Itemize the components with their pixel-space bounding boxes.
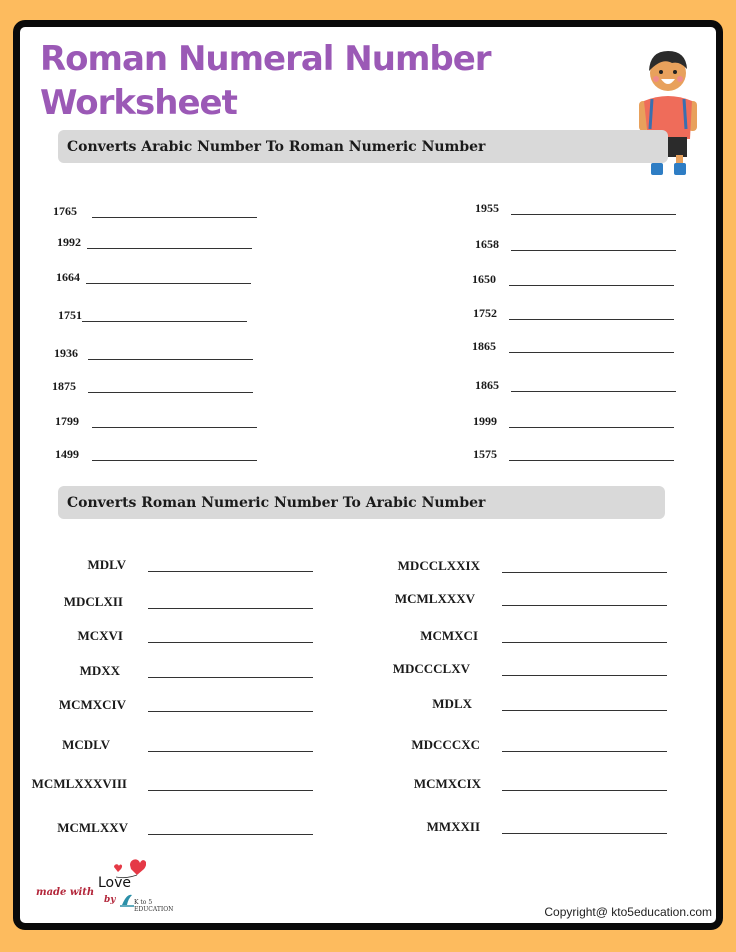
answer-line[interactable] bbox=[502, 790, 667, 791]
answer-line[interactable] bbox=[509, 285, 674, 286]
arabic-number-label: 1799 bbox=[55, 414, 79, 428]
section-heading-arabic-to-roman bbox=[58, 130, 668, 163]
section-heading-text: Converts Arabic Number To Roman Numeric Number bbox=[67, 138, 486, 155]
section-heading-roman-to-arabic bbox=[58, 486, 665, 519]
answer-line[interactable] bbox=[502, 642, 667, 643]
roman-numeral-label: MCDLV bbox=[62, 737, 110, 752]
answer-line[interactable] bbox=[148, 642, 313, 643]
answer-line[interactable] bbox=[92, 460, 257, 461]
answer-line[interactable] bbox=[509, 460, 674, 461]
arabic-number-label: 1875 bbox=[52, 379, 76, 393]
answer-line[interactable] bbox=[88, 392, 253, 393]
roman-numeral-label: MCXVI bbox=[77, 628, 123, 643]
arabic-number-label: 1499 bbox=[55, 447, 79, 461]
arabic-number-label: 1650 bbox=[472, 272, 496, 286]
answer-line[interactable] bbox=[509, 352, 674, 353]
arabic-number-label: 1765 bbox=[53, 204, 77, 218]
kto5-made-with-love-logo bbox=[36, 855, 176, 915]
answer-line[interactable] bbox=[148, 751, 313, 752]
logo-made-with-text: made with bbox=[36, 887, 95, 898]
roman-numeral-label: MDXX bbox=[79, 663, 120, 678]
answer-line[interactable] bbox=[82, 321, 247, 322]
answer-line[interactable] bbox=[502, 751, 667, 752]
logo-love-text: Love bbox=[98, 875, 132, 891]
answer-line[interactable] bbox=[148, 790, 313, 791]
answer-line[interactable] bbox=[502, 833, 667, 834]
arabic-number-label: 1658 bbox=[475, 237, 499, 251]
roman-numeral-label: MDCCCLXV bbox=[392, 661, 470, 676]
answer-line[interactable] bbox=[511, 214, 676, 215]
answer-line[interactable] bbox=[511, 391, 676, 392]
logo-by-text: by bbox=[104, 895, 116, 905]
answer-line[interactable] bbox=[509, 319, 674, 320]
roman-numeral-label: MCMLXXXVIII bbox=[31, 776, 127, 791]
worksheet-title bbox=[40, 37, 491, 125]
roman-numeral-label: MMXXII bbox=[426, 819, 480, 834]
arabic-number-label: 1865 bbox=[472, 339, 496, 353]
answer-line[interactable] bbox=[148, 608, 313, 609]
answer-line[interactable] bbox=[502, 605, 667, 606]
roman-numeral-label: MCMLXXXV bbox=[394, 591, 475, 606]
answer-line[interactable] bbox=[502, 675, 667, 676]
answer-line[interactable] bbox=[92, 427, 257, 428]
arabic-number-label: 1955 bbox=[475, 201, 499, 215]
answer-line[interactable] bbox=[88, 359, 253, 360]
section-heading-text: Converts Roman Numeric Number To Arabic Number bbox=[67, 494, 486, 511]
arabic-number-label: 1936 bbox=[54, 346, 78, 360]
copyright-text: Copyright@ kto5education.com bbox=[544, 905, 712, 919]
answer-line[interactable] bbox=[87, 248, 252, 249]
roman-numeral-label: MDLX bbox=[432, 696, 472, 711]
roman-numeral-label: MDCCCXC bbox=[411, 737, 480, 752]
answer-line[interactable] bbox=[148, 834, 313, 835]
logo-brand-text: K to 5 EDUCATION bbox=[134, 899, 174, 913]
title-line-1: Roman Numeral Number bbox=[40, 39, 491, 79]
arabic-number-label: 1664 bbox=[56, 270, 80, 284]
book-leaf-icon bbox=[120, 891, 134, 907]
answer-line[interactable] bbox=[148, 711, 313, 712]
roman-numeral-label: MCMXCIX bbox=[413, 776, 481, 791]
arabic-number-label: 1575 bbox=[473, 447, 497, 461]
roman-numeral-label: MCMXCI bbox=[420, 628, 478, 643]
arabic-number-label: 1752 bbox=[473, 306, 497, 320]
arabic-number-label: 1992 bbox=[57, 235, 81, 249]
answer-line[interactable] bbox=[502, 710, 667, 711]
answer-line[interactable] bbox=[511, 250, 676, 251]
answer-line[interactable] bbox=[509, 427, 674, 428]
answer-line[interactable] bbox=[502, 572, 667, 573]
title-line-2: Worksheet bbox=[40, 83, 237, 123]
arabic-number-label: 1865 bbox=[475, 378, 499, 392]
answer-line[interactable] bbox=[86, 283, 251, 284]
roman-numeral-label: MCMXCIV bbox=[58, 697, 126, 712]
answer-line[interactable] bbox=[92, 217, 257, 218]
roman-numeral-label: MDLV bbox=[87, 557, 126, 572]
roman-numeral-label: MCMLXXV bbox=[57, 820, 128, 835]
answer-line[interactable] bbox=[148, 571, 313, 572]
worksheet-page bbox=[13, 20, 723, 930]
arabic-number-label: 1999 bbox=[473, 414, 497, 428]
roman-numeral-label: MDCCLXXIX bbox=[397, 558, 480, 573]
roman-numeral-label: MDCLXII bbox=[63, 594, 123, 609]
arabic-number-label: 1751 bbox=[58, 308, 82, 322]
answer-line[interactable] bbox=[148, 677, 313, 678]
